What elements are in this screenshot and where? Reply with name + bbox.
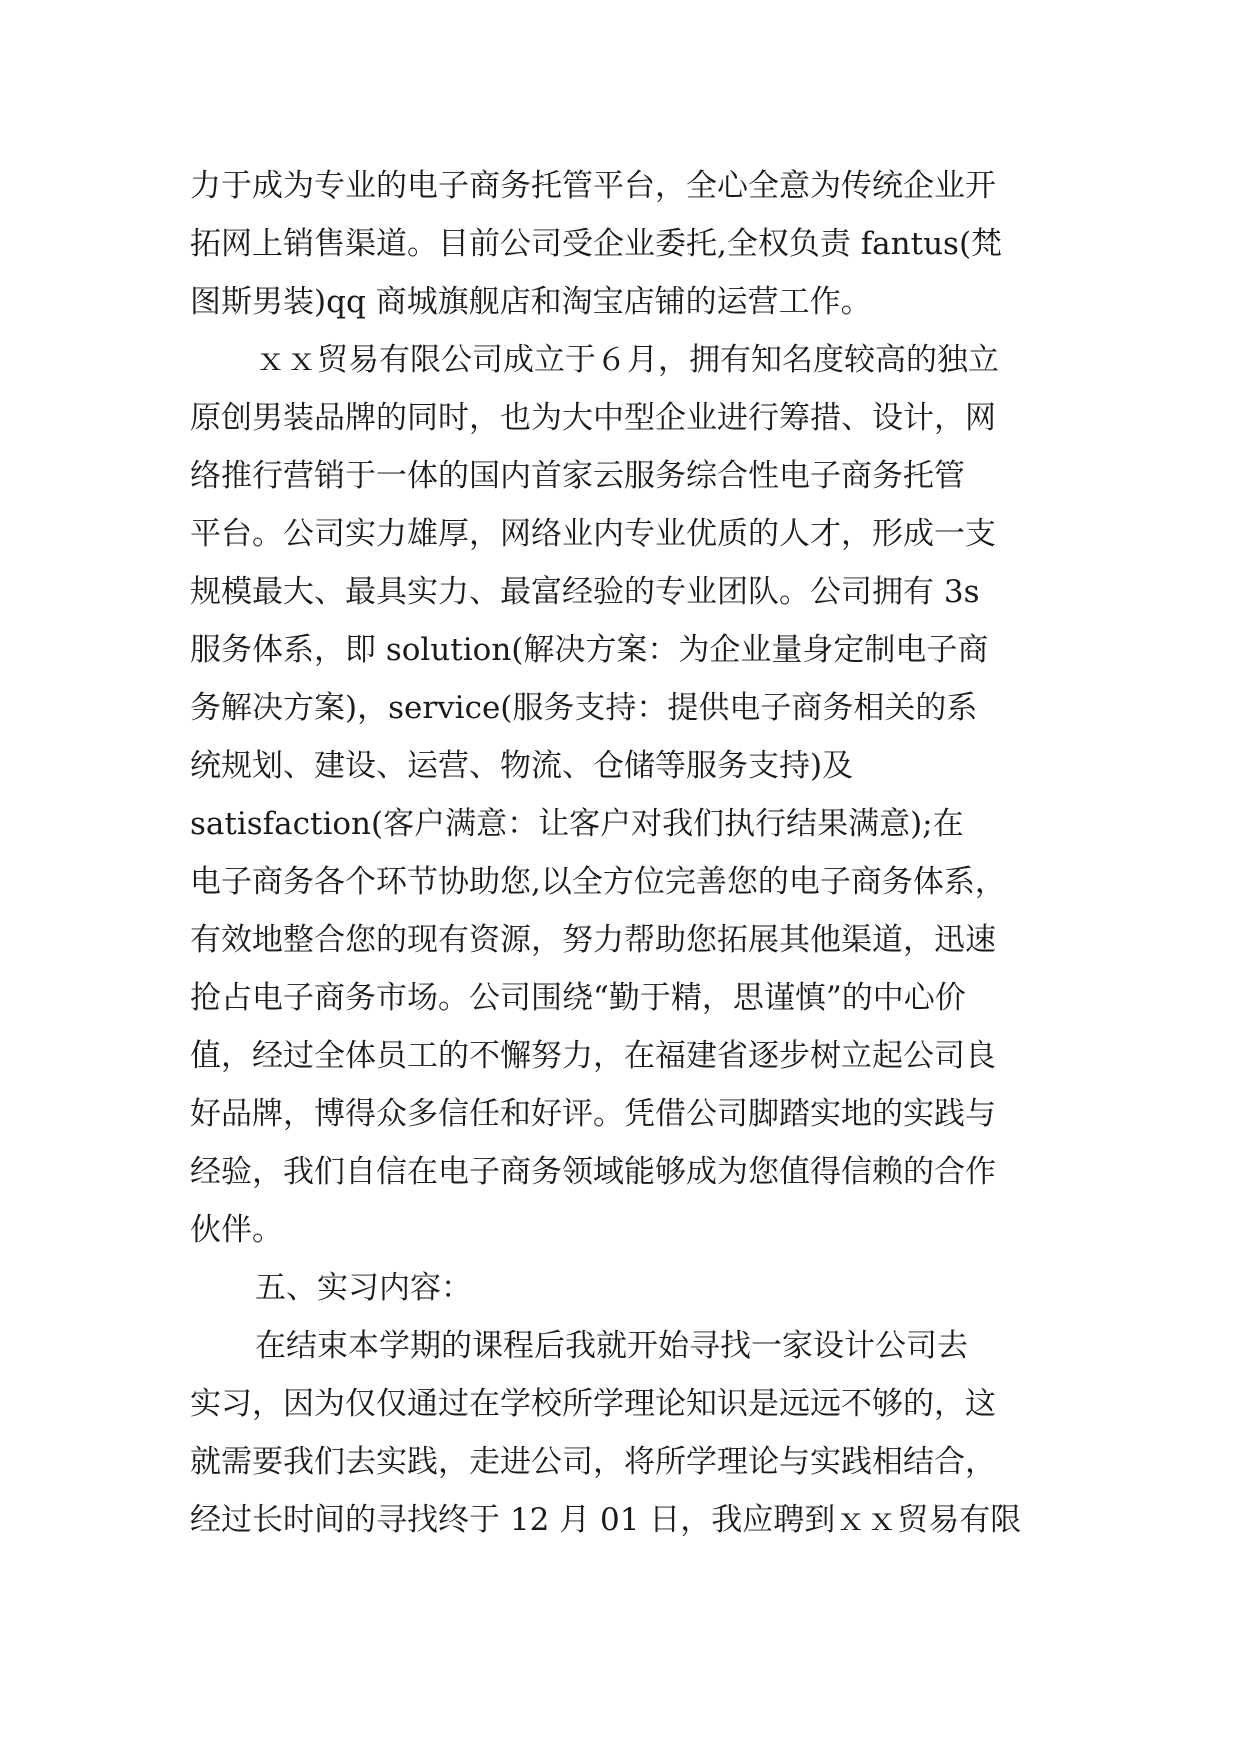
paragraph-line: 有效地整合您的现有资源，努力帮助您拓展其他渠道，迅速: [190, 922, 996, 958]
paragraph-line: 络推行营销于一体的国内首家云服务综合性电子商务托管: [190, 458, 965, 494]
paragraph-line: 统规划、建设、运营、物流、仓储等服务支持)及: [190, 748, 854, 784]
paragraph-line: 力于成为专业的电子商务托管平台，全心全意为传统企业开: [190, 168, 996, 204]
paragraph-line: 值，经过全体员工的不懈努力，在福建省逐步树立起公司良: [190, 1038, 996, 1074]
paragraph-line: 规模最大、最具实力、最富经验的专业团队。公司拥有 3s: [190, 574, 980, 610]
paragraph-line: 就需要我们去实践，走进公司，将所学理论与实践相结合，: [190, 1444, 996, 1480]
paragraph-line: 服务体系，即 solution(解决方案：为企业量身定制电子商: [190, 632, 989, 668]
paragraph-line: 伙伴。: [190, 1212, 283, 1248]
paragraph-line: satisfaction(客户满意：让客户对我们执行结果满意);在: [190, 806, 964, 842]
paragraph-line: 好品牌，博得众多信任和好评。凭借公司脚踏实地的实践与: [190, 1096, 996, 1132]
paragraph-line: 电子商务各个环节协助您,以全方位完善您的电子商务体系，: [190, 864, 1006, 900]
paragraph-line: 图斯男装)qq 商城旗舰店和淘宝店铺的运营工作。: [190, 284, 872, 320]
paragraph-line: 拓网上销售渠道。目前公司受企业委托,全权负责 fantus(梵: [190, 226, 1003, 262]
section-heading: 五、实习内容：: [255, 1270, 472, 1306]
paragraph-line: 务解决方案)，service(服务支持：提供电子商务相关的系: [190, 690, 978, 726]
paragraph-line: ｘｘ贸易有限公司成立于６月，拥有知名度较高的独立: [255, 342, 999, 378]
paragraph-line: 在结束本学期的课程后我就开始寻找一家设计公司去: [255, 1328, 968, 1364]
paragraph-line: 原创男装品牌的同时，也为大中型企业进行筹措、设计，网: [190, 400, 996, 436]
paragraph-line: 经过长时间的寻找终于 12 月 01 日，我应聘到ｘｘ贸易有限: [190, 1502, 1022, 1538]
paragraph-line: 平台。公司实力雄厚，网络业内专业优质的人才，形成一支: [190, 516, 996, 552]
paragraph-line: 抢占电子商务市场。公司围绕“勤于精，思谨慎”的中心价: [190, 980, 966, 1016]
paragraph-line: 实习，因为仅仅通过在学校所学理论知识是远远不够的，这: [190, 1386, 996, 1422]
paragraph-line: 经验，我们自信在电子商务领域能够成为您值得信赖的合作: [190, 1154, 996, 1190]
